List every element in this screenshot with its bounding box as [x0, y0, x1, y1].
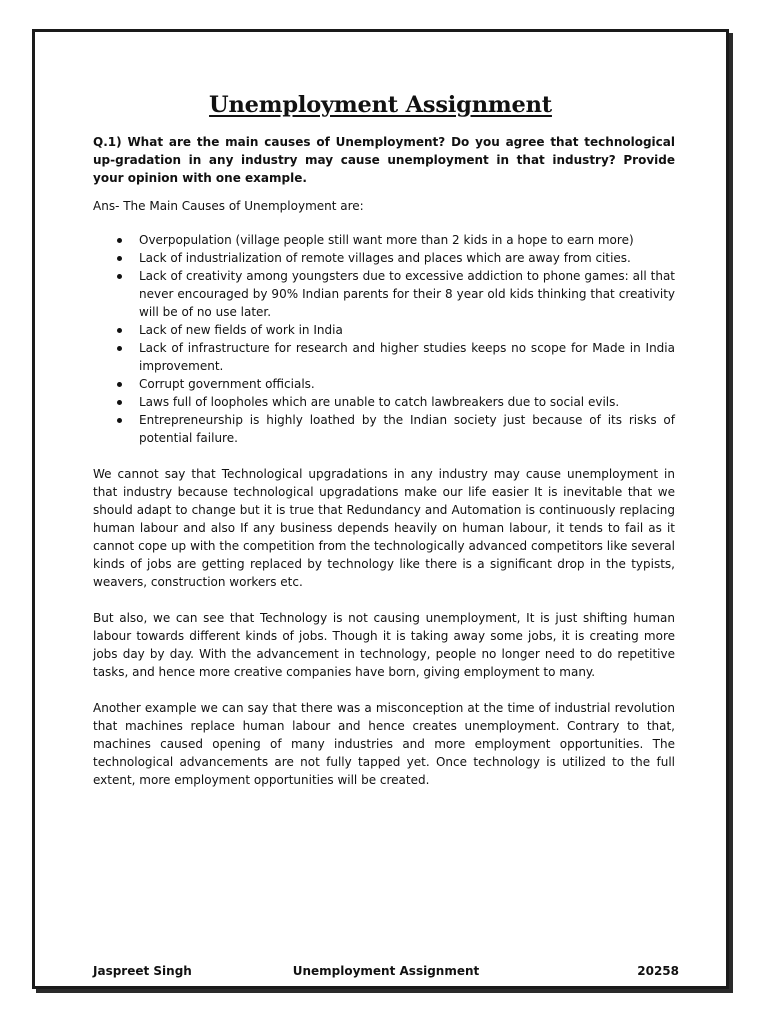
list-item: Entrepreneurship is highly loathed by the Indian society just because of its risks of potential failure.: [139, 413, 675, 445]
document-page: [32, 29, 729, 989]
list-item: Lack of new fields of work in India: [139, 321, 675, 339]
footer-title: Unemployment Assignment: [292, 964, 480, 978]
list-item: Laws full of loopholes which are unable to catch lawbreakers due to social evils.: [139, 393, 675, 411]
paragraph-industrial-revolution: Another example we can say that there was a misconception at the time of industrial revolution that machines replace human labour and hence creates unemployment. Contrary to that, machines caused opening of many industries and more employment opportunities. The technological advancements are not fully tapped yet. Once technology is utilized to the full extent, more employment opportunities will be created.: [93, 701, 675, 787]
list-item: Overpopulation (village people still want more than 2 kids in a hope to earn more): [139, 231, 675, 249]
list-item: Corrupt government officials.: [139, 375, 675, 393]
list-item: Lack of infrastructure for research and higher studies keeps no scope for Made in India improvement.: [139, 341, 675, 373]
paragraph-technology-upgradation: We cannot say that Technological upgradations in any industry may cause unemployment in that industry because technological upgradations make our life easier It is inevitable that we should adapt to change but it is true that Redundancy and Automation is continuously replacing human labour and also If any business depends heavily on human labour, it tends to fail as it cannot cope up with the competition from the technologically advanced competitors like several kinds of jobs are getting replaced by technology like there is a significant drop in the typists, weavers, construction workers etc.: [93, 467, 675, 589]
page-footer: [93, 962, 679, 980]
footer-author: Jaspreet Singh: [93, 964, 192, 978]
document-body: [93, 133, 675, 789]
footer-number: 20258: [637, 964, 679, 978]
paragraph-job-shift: But also, we can see that Technology is not causing unemployment, It is just shifting human labour towards different kinds of jobs. Though it is taking away some jobs, it is creating more jobs day by day. With the advancement in technology, people no longer need to do repetitive tasks, and hence more creative companies have born, giving employment to many.: [93, 611, 675, 679]
list-item: Lack of industrialization of remote villages and places which are away from cities.: [139, 249, 675, 267]
page-title: Unemployment Assignment: [209, 92, 552, 118]
causes-list: [93, 231, 675, 447]
question-text: Q.1) What are the main causes of Unemployment? Do you agree that technological up-gradation in any industry may cause unemployment in that industry? Provide your opinion with one example.: [93, 135, 675, 185]
answer-intro: Ans- The Main Causes of Unemployment are:: [93, 199, 364, 213]
list-item: Lack of creativity among youngsters due to excessive addiction to phone games: all that never encouraged by 90% Indian parents for their 8 year old kids thinking that creativity will be of no use later.: [139, 269, 675, 319]
